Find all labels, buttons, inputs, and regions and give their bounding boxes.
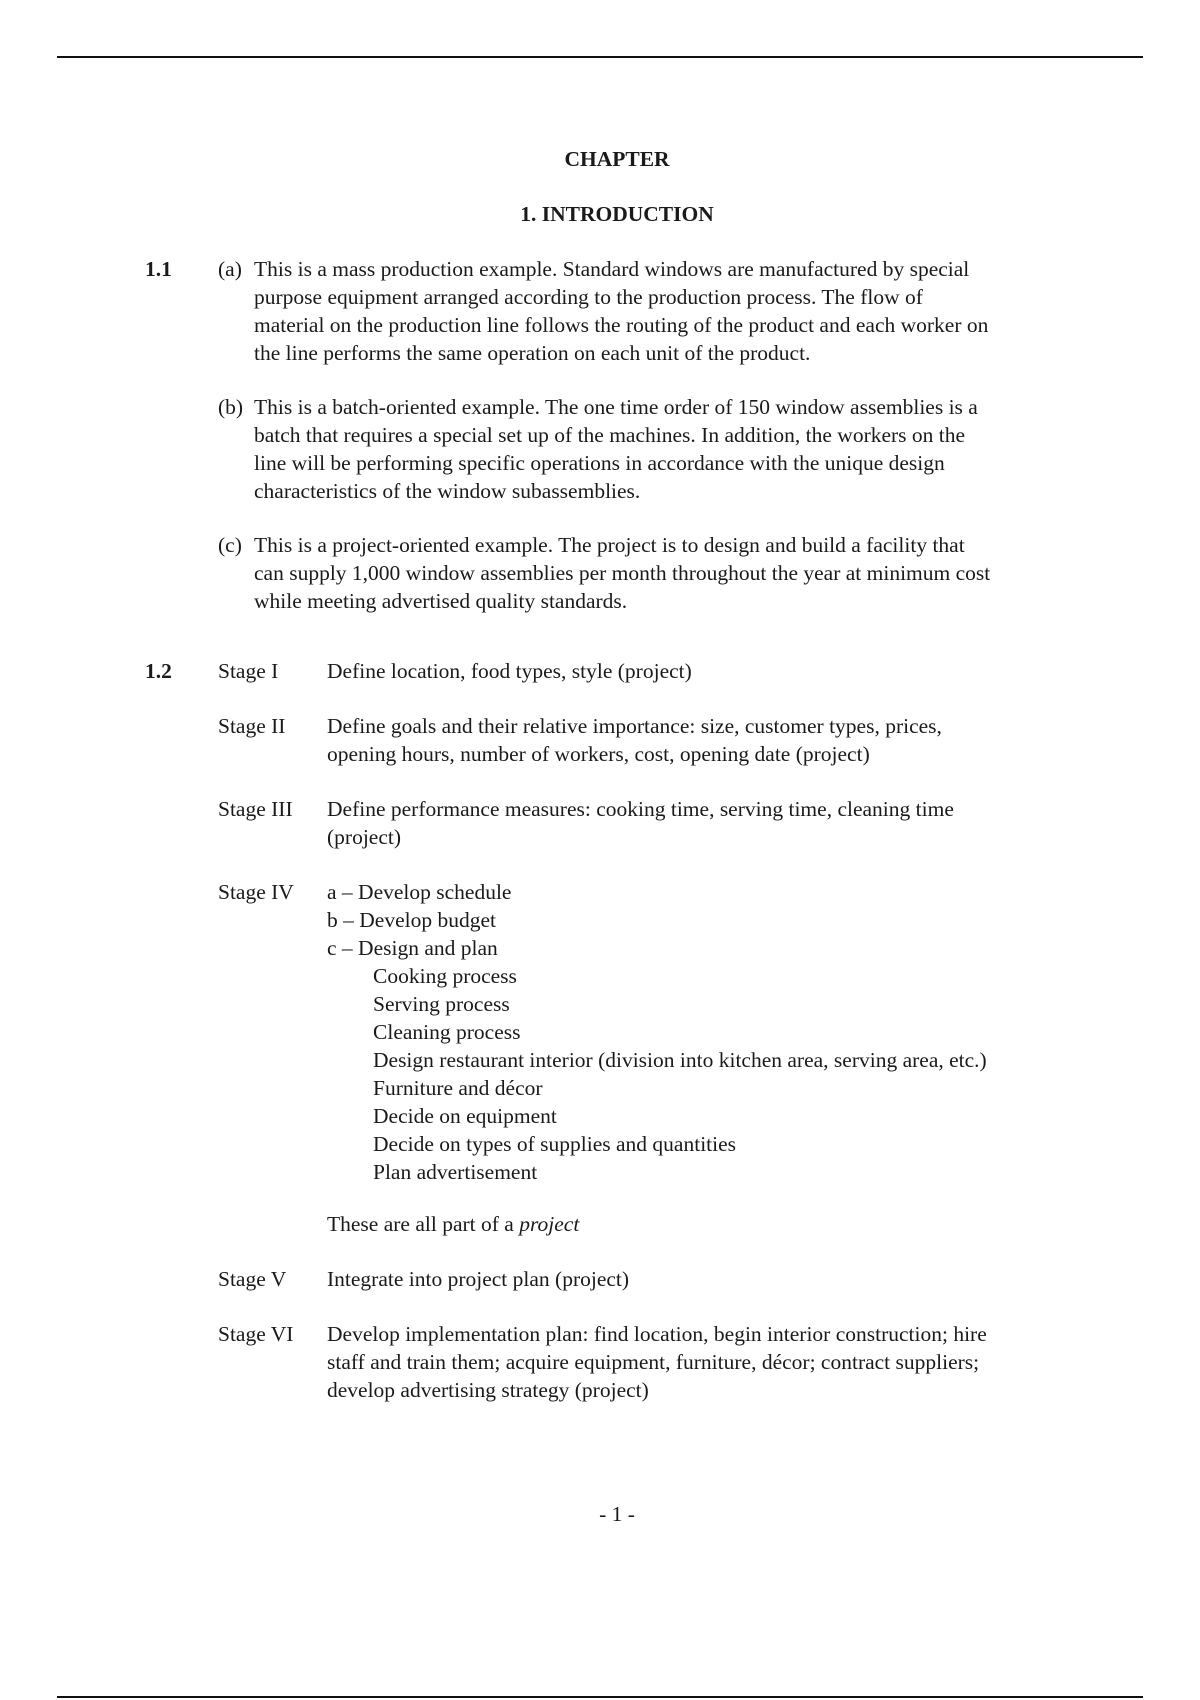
text-line: material on the production line follows the routing of the product and each worker on [254,313,989,337]
text-line: Define location, food types, style (project) [327,659,692,683]
bottom-rule [57,1696,1143,1698]
item-b [218,393,1124,505]
page-number: - 1 - [599,1502,635,1526]
chapter-heading: CHAPTER [564,147,670,171]
stage-2-text [327,712,1087,768]
text-line: opening hours, number of workers, cost, opening date (project) [327,742,870,766]
stage-4-label: Stage IV [218,880,294,904]
text-line: This is a project-oriented example. The project is to design and build a facility that [254,533,965,557]
item-label: (b) [218,395,244,419]
text-line: characteristics of the window subassemblies. [254,479,641,503]
sub-item: Design restaurant interior (division into kitchen area, serving area, etc.) [373,1048,987,1072]
sub-item: Plan advertisement [373,1160,538,1184]
section-number-1-1: 1.1 [145,257,172,281]
text-line: Develop implementation plan: find location, begin interior construction; hire [327,1322,987,1346]
stage-2-label: Stage II [218,714,286,738]
text-line: a – Develop schedule [327,880,512,904]
text-line: b – Develop budget [327,908,496,932]
stage-5-label: Stage V [218,1267,287,1291]
text-line: develop advertising strategy (project) [327,1378,649,1402]
item-c [218,531,1124,615]
stage-1-label: Stage I [218,659,279,683]
top-rule [57,56,1143,58]
text-line: Define performance measures: cooking time, serving time, cleaning time [327,797,954,821]
item-label: (c) [218,533,242,557]
sub-item: Furniture and décor [373,1076,543,1100]
text-line: can supply 1,000 window assemblies per month throughout the year at minimum cost [254,561,991,585]
item-a [218,255,1124,367]
sub-item: Decide on equipment [373,1104,557,1128]
stage-4-text [327,878,1087,1186]
text-line: the line performs the same operation on each unit of the product. [254,341,811,365]
sub-item: Serving process [373,992,510,1016]
text-line: while meeting advertised quality standards. [254,589,628,613]
stage-5-text [327,1265,1087,1293]
stage-3-text [327,795,1087,851]
text-line: purpose equipment arranged according to the production process. The flow of [254,285,923,309]
chapter-title: 1. INTRODUCTION [520,202,714,226]
text-line: batch that requires a special set up of the machines. In addition, the workers on the [254,423,966,447]
section-number-1-2: 1.2 [145,659,172,683]
text-line: c – Design and plan [327,936,498,960]
note-emphasis: project [519,1212,580,1236]
sub-item: Cooking process [373,964,517,988]
note-text: These are all part of a [327,1212,514,1236]
sub-item: Cleaning process [373,1020,521,1044]
stage-6-text [327,1320,1087,1404]
sub-item: Decide on types of supplies and quantities [373,1132,737,1156]
stage-6-label: Stage VI [218,1322,294,1346]
text-line: staff and train them; acquire equipment, furniture, décor; contract suppliers; [327,1350,980,1374]
stage-4-note [327,1210,1087,1238]
text-line: line will be performing specific operations in accordance with the unique design [254,451,945,475]
text-line: This is a batch-oriented example. The one time order of 150 window assemblies is a [254,395,978,419]
stage-1-text [327,657,1087,685]
text-line: (project) [327,825,402,849]
item-label: (a) [218,257,242,281]
text-line: Integrate into project plan (project) [327,1267,630,1291]
stage-3-label: Stage III [218,797,293,821]
text-line: Define goals and their relative importance: size, customer types, prices, [327,714,942,738]
text-line: This is a mass production example. Standard windows are manufactured by special [254,257,970,281]
